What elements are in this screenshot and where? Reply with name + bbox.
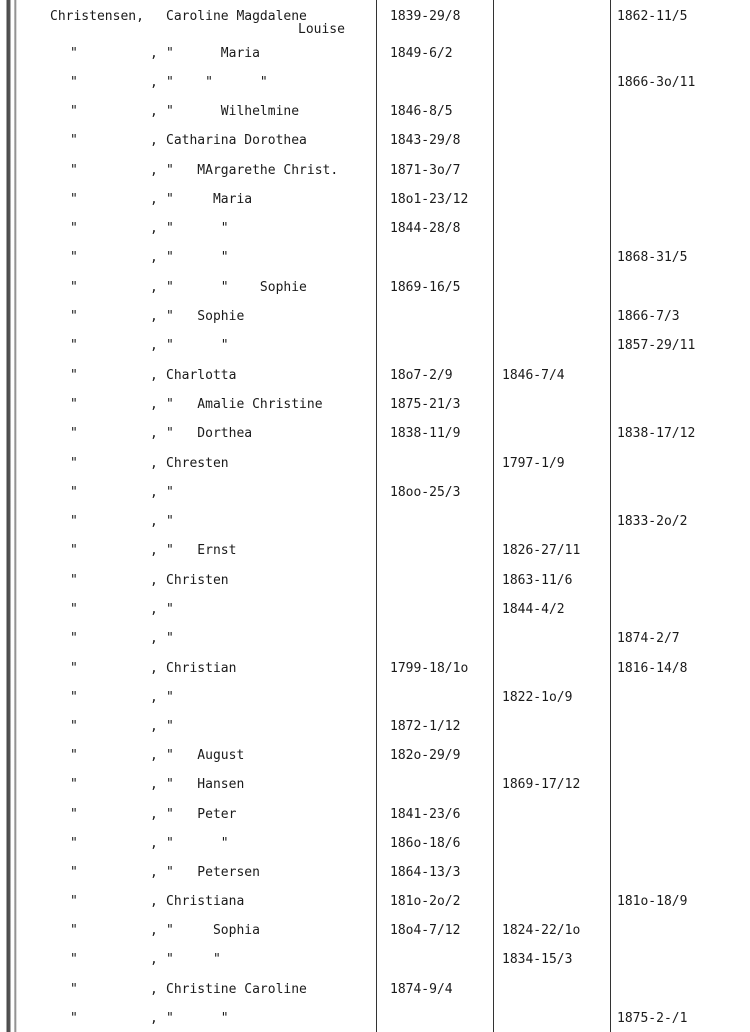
comma-separator: , bbox=[150, 807, 158, 822]
given-name-cell: " bbox=[166, 485, 174, 500]
date-column-1-cell: 1838-11/9 bbox=[390, 426, 461, 441]
surname-ditto-cell: " bbox=[70, 75, 78, 90]
given-name-cell: Christine Caroline bbox=[166, 982, 307, 997]
date-column-1-cell: 1869-16/5 bbox=[390, 280, 461, 295]
date-column-3-cell: 1866-3o/11 bbox=[617, 75, 696, 90]
given-name-cell: " Dorthea bbox=[166, 426, 253, 441]
given-name-cell: Chresten bbox=[166, 456, 229, 471]
date-column-1-cell: 18o4-7/12 bbox=[390, 923, 461, 938]
surname-ditto-cell: " bbox=[70, 397, 78, 412]
given-name-cell: " August bbox=[166, 748, 245, 763]
surname-ditto-cell: " bbox=[70, 602, 78, 617]
surname-ditto-cell: " bbox=[70, 46, 78, 61]
given-name-cell: " bbox=[166, 719, 174, 734]
date-column-2-cell: 1846-7/4 bbox=[502, 368, 565, 383]
given-name-cell: Christiana bbox=[166, 894, 245, 909]
comma-separator: , bbox=[150, 104, 158, 119]
comma-separator: , bbox=[150, 923, 158, 938]
surname-ditto-cell: " bbox=[70, 426, 78, 441]
comma-separator: , bbox=[150, 690, 158, 705]
date-column-1-cell: 18o7-2/9 bbox=[390, 368, 453, 383]
comma-separator: , bbox=[150, 163, 158, 178]
comma-separator: , bbox=[150, 338, 158, 353]
given-name-cell: " Ernst bbox=[166, 543, 237, 558]
date-column-3-cell: 1875-2-/1 bbox=[617, 1011, 688, 1026]
date-column-1-cell: 18oo-25/3 bbox=[390, 485, 461, 500]
date-column-3-cell: 1862-11/5 bbox=[617, 9, 688, 24]
date-column-3-cell: 1868-31/5 bbox=[617, 250, 688, 265]
comma-separator: , bbox=[150, 602, 158, 617]
given-name-cell: Christian bbox=[166, 661, 237, 676]
date-column-1-cell: 1864-13/3 bbox=[390, 865, 461, 880]
given-name-cell: " Maria bbox=[166, 192, 253, 207]
date-column-2-cell: 1824-22/1o bbox=[502, 923, 581, 938]
given-name-cell: " " bbox=[166, 1011, 229, 1026]
given-name-cell: Charlotta bbox=[166, 368, 237, 383]
given-name-cell: " " bbox=[166, 250, 229, 265]
surname-ditto-cell: " bbox=[70, 777, 78, 792]
given-name-cell-line2: Louise bbox=[298, 22, 345, 37]
column-divider-1 bbox=[376, 0, 377, 1032]
given-name-cell: " Sophia bbox=[166, 923, 260, 938]
comma-separator: , bbox=[150, 456, 158, 471]
date-column-3-cell: 1838-17/12 bbox=[617, 426, 696, 441]
given-name-cell: " MArgarethe Christ. bbox=[166, 163, 339, 178]
given-name-cell: " Petersen bbox=[166, 865, 260, 880]
date-column-2-cell: 1834-15/3 bbox=[502, 952, 573, 967]
comma-separator: , bbox=[150, 221, 158, 236]
surname-ditto-cell: " bbox=[70, 719, 78, 734]
given-name-cell: Caroline Magdalene bbox=[166, 9, 307, 24]
comma-separator: , bbox=[150, 309, 158, 324]
date-column-1-cell: 1875-21/3 bbox=[390, 397, 461, 412]
date-column-2-cell: 1869-17/12 bbox=[502, 777, 581, 792]
comma-separator: , bbox=[150, 661, 158, 676]
given-name-cell: " bbox=[166, 602, 174, 617]
surname-ditto-cell: " bbox=[70, 192, 78, 207]
date-column-2-cell: 1826-27/11 bbox=[502, 543, 581, 558]
comma-separator: , bbox=[150, 133, 158, 148]
surname-ditto-cell: " bbox=[70, 368, 78, 383]
given-name-cell: " Maria bbox=[166, 46, 260, 61]
given-name-cell: " bbox=[166, 631, 174, 646]
surname-ditto-cell: " bbox=[70, 133, 78, 148]
comma-separator: , bbox=[150, 250, 158, 265]
given-name-cell: " " bbox=[166, 221, 229, 236]
surname-ditto-cell: " bbox=[70, 280, 78, 295]
given-name-cell: Christen bbox=[166, 573, 229, 588]
date-column-1-cell: 1843-29/8 bbox=[390, 133, 461, 148]
comma-separator: , bbox=[150, 748, 158, 763]
comma-separator: , bbox=[150, 982, 158, 997]
date-column-2-cell: 1844-4/2 bbox=[502, 602, 565, 617]
surname-ditto-cell: " bbox=[70, 894, 78, 909]
comma-separator: , bbox=[150, 894, 158, 909]
given-name-cell: " Sophie bbox=[166, 309, 245, 324]
date-column-1-cell: 181o-2o/2 bbox=[390, 894, 461, 909]
comma-separator: , bbox=[150, 777, 158, 792]
comma-separator: , bbox=[150, 719, 158, 734]
date-column-1-cell: 1839-29/8 bbox=[390, 9, 461, 24]
date-column-3-cell: 1874-2/7 bbox=[617, 631, 680, 646]
surname-ditto-cell: " bbox=[70, 338, 78, 353]
surname-ditto-cell: " bbox=[70, 163, 78, 178]
surname-ditto-cell: " bbox=[70, 865, 78, 880]
comma-separator: , bbox=[150, 280, 158, 295]
date-column-2-cell: 1822-1o/9 bbox=[502, 690, 573, 705]
date-column-3-cell: 1833-2o/2 bbox=[617, 514, 688, 529]
date-column-3-cell: 181o-18/9 bbox=[617, 894, 688, 909]
column-divider-2 bbox=[493, 0, 494, 1032]
comma-separator: , bbox=[150, 426, 158, 441]
given-name-cell: " Peter bbox=[166, 807, 237, 822]
comma-separator: , bbox=[150, 865, 158, 880]
comma-separator: , bbox=[150, 75, 158, 90]
surname-ditto-cell: " bbox=[70, 923, 78, 938]
given-name-cell: " " bbox=[166, 952, 221, 967]
surname-ditto-cell: " bbox=[70, 543, 78, 558]
comma-separator: , bbox=[150, 836, 158, 851]
surname-ditto-cell: " bbox=[70, 309, 78, 324]
surname-ditto-cell: " bbox=[70, 952, 78, 967]
comma-separator: , bbox=[150, 397, 158, 412]
given-name-cell: " Hansen bbox=[166, 777, 245, 792]
surname-ditto-cell: " bbox=[70, 748, 78, 763]
date-column-1-cell: 1799-18/1o bbox=[390, 661, 469, 676]
date-column-3-cell: 1866-7/3 bbox=[617, 309, 680, 324]
comma-separator: , bbox=[150, 631, 158, 646]
date-column-3-cell: 1816-14/8 bbox=[617, 661, 688, 676]
surname-ditto-cell: " bbox=[70, 807, 78, 822]
comma-separator: , bbox=[150, 573, 158, 588]
surname-ditto-cell: " bbox=[70, 221, 78, 236]
date-column-2-cell: 1863-11/6 bbox=[502, 573, 573, 588]
surname-ditto-cell: " bbox=[70, 1011, 78, 1026]
surname-ditto-cell: " bbox=[70, 661, 78, 676]
date-column-1-cell: 1844-28/8 bbox=[390, 221, 461, 236]
given-name-cell: " " bbox=[166, 338, 229, 353]
given-name-cell: Catharina Dorothea bbox=[166, 133, 307, 148]
surname-ditto-cell: " bbox=[70, 485, 78, 500]
given-name-cell: " bbox=[166, 514, 174, 529]
date-column-1-cell: 182o-29/9 bbox=[390, 748, 461, 763]
comma-separator: , bbox=[150, 368, 158, 383]
date-column-1-cell: 1849-6/2 bbox=[390, 46, 453, 61]
date-column-1-cell: 1846-8/5 bbox=[390, 104, 453, 119]
surname-ditto-cell: " bbox=[70, 690, 78, 705]
date-column-1-cell: 1841-23/6 bbox=[390, 807, 461, 822]
given-name-cell: " bbox=[166, 690, 174, 705]
given-name-cell: " " Sophie bbox=[166, 280, 307, 295]
given-name-cell: " " bbox=[166, 836, 229, 851]
comma-separator: , bbox=[150, 952, 158, 967]
page-binding-edge bbox=[0, 0, 28, 1032]
comma-separator: , bbox=[150, 46, 158, 61]
surname-ditto-cell: " bbox=[70, 836, 78, 851]
comma-separator: , bbox=[150, 543, 158, 558]
comma-separator: , bbox=[150, 485, 158, 500]
surname-ditto-cell: " bbox=[70, 456, 78, 471]
surname-ditto-cell: " bbox=[70, 573, 78, 588]
column-divider-3 bbox=[610, 0, 611, 1032]
surname-ditto-cell: " bbox=[70, 104, 78, 119]
date-column-1-cell: 1874-9/4 bbox=[390, 982, 453, 997]
given-name-cell: " " " bbox=[166, 75, 268, 90]
comma-separator: , bbox=[150, 192, 158, 207]
given-name-cell: " Wilhelmine bbox=[166, 104, 300, 119]
comma-separator: , bbox=[150, 1011, 158, 1026]
date-column-1-cell: 1872-1/12 bbox=[390, 719, 461, 734]
given-name-cell: " Amalie Christine bbox=[166, 397, 323, 412]
date-column-3-cell: 1857-29/11 bbox=[617, 338, 696, 353]
date-column-1-cell: 186o-18/6 bbox=[390, 836, 461, 851]
date-column-2-cell: 1797-1/9 bbox=[502, 456, 565, 471]
surname-ditto-cell: " bbox=[70, 250, 78, 265]
comma-separator: , bbox=[150, 514, 158, 529]
surname-ditto-cell: " bbox=[70, 514, 78, 529]
surname-cell: Christensen, bbox=[50, 9, 144, 24]
date-column-1-cell: 1871-3o/7 bbox=[390, 163, 461, 178]
surname-ditto-cell: " bbox=[70, 982, 78, 997]
date-column-1-cell: 18o1-23/12 bbox=[390, 192, 469, 207]
surname-ditto-cell: " bbox=[70, 631, 78, 646]
